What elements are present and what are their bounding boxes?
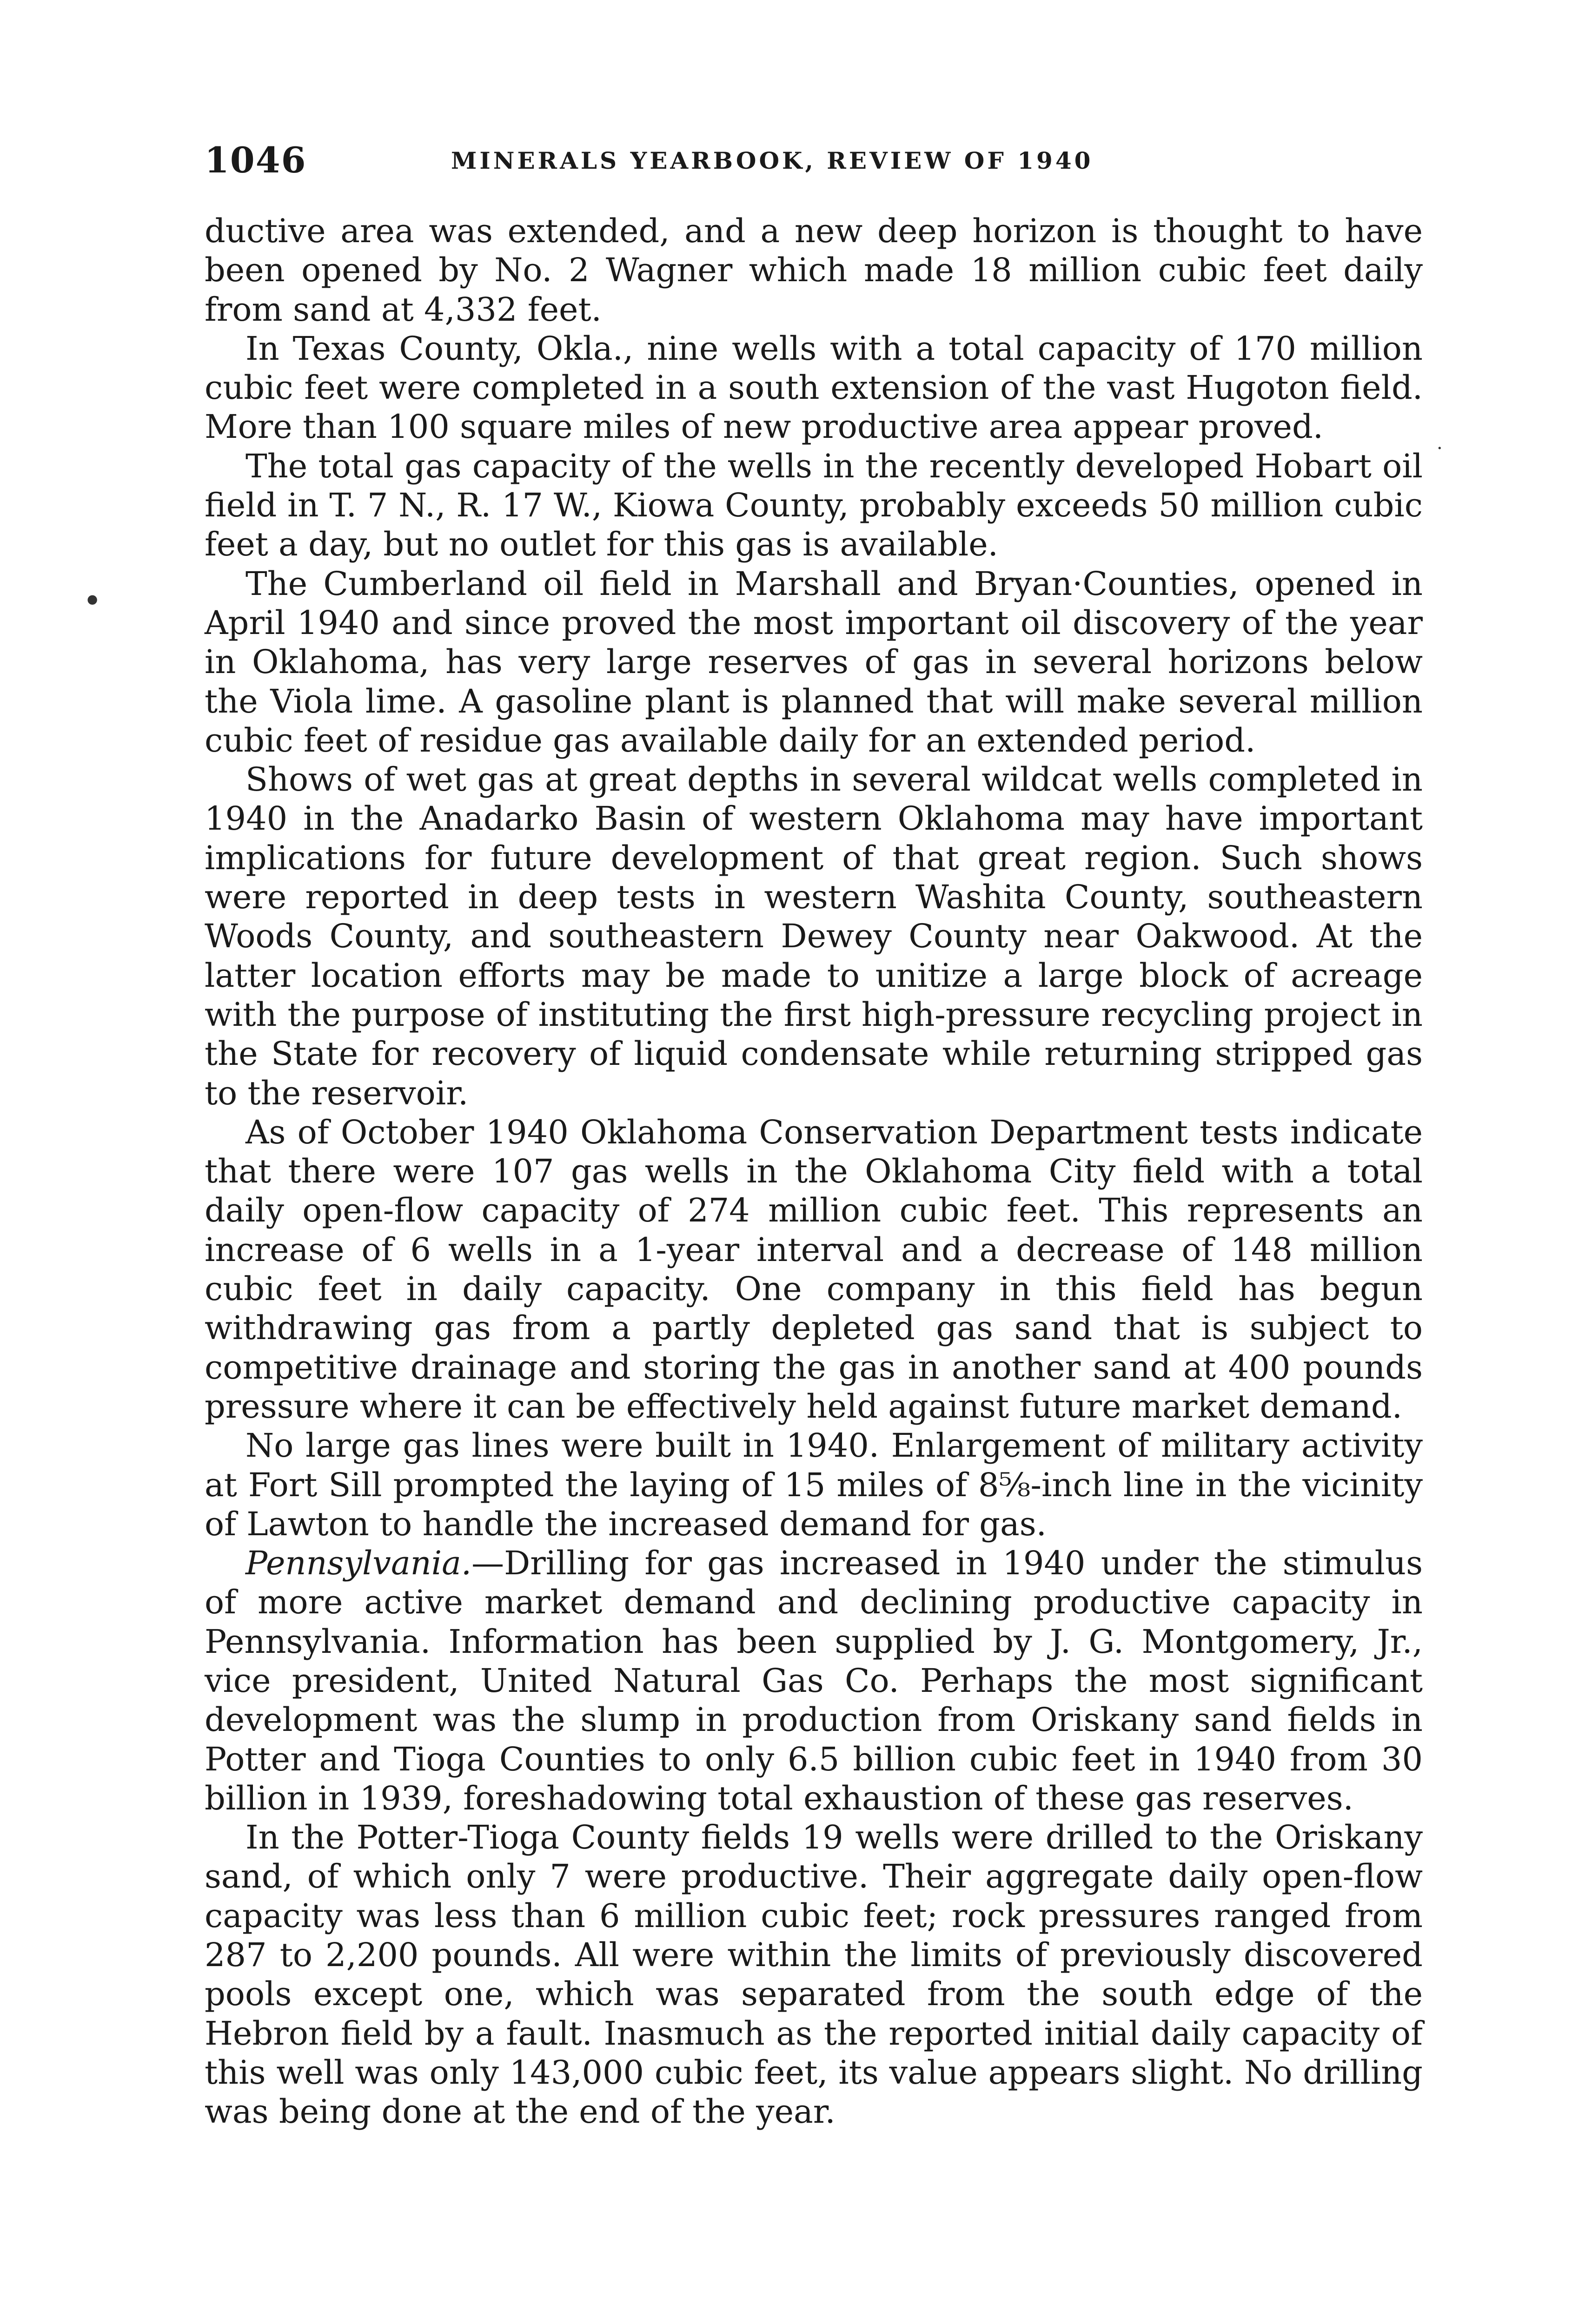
paragraph-text: No large gas lines were built in 1940. Enlargement of military activity at Fort Sill prompted the laying of 15 miles of 8⅝-inch line in the vicinity of Lawton to handle the increased demand for gas. [205,1426,1423,1543]
margin-dot-mark: • [83,582,102,620]
paragraph-text: Shows of wet gas at great depths in several wildcat wells completed in 1940 in the Anadarko Basin of western Oklahoma may have important implications for future development of that great region. Such shows were reported in deep tests in western Washita County, southeastern Woods County, and southeastern Dewey County near Oakwood. At the latter location efforts may be made to unitize a large block of acreage with the purpose of instituting the first high-pressure recycling project in the State for recovery of liquid condensate while returning stripped gas to the reservoir. [205,760,1423,1112]
paragraph-pennsylvania [205,1544,1423,1818]
running-title: MINERALS YEARBOOK, REVIEW OF 1940 [451,147,1094,174]
paragraph-text: The total gas capacity of the wells in the recently developed Hobart oil field in T. 7 N., R. 17 W., Kiowa County, probably exceeds 50 million cubic feet a day, but no outlet for this gas is available. [205,447,1423,564]
paragraph-potter-tioga [205,1818,1423,2131]
paragraph-oklahoma-city-field [205,1113,1423,1426]
body-text [205,211,1423,2132]
paragraph-cumberland-field [205,564,1423,760]
paragraph-texas-county [205,329,1423,447]
paragraph-text: —Drilling for gas increased in 1940 under the stimulus of more active market demand and declining productive capacity in Pennsylvania. Information has been supplied by J. G. Montgomery, Jr., vice president, United Natural Gas Co. Perhaps the most significant development was the slump in production from Oriskany sand fields in Potter and Tioga Counties to only 6.5 billion cubic feet in 1940 from 30 billion in 1939, foreshadowing total exhaustion of these gas reserves. [205,1544,1423,1817]
page-number: 1046 [205,139,307,181]
paragraph-text: In the Potter-Tioga County fields 19 wells were drilled to the Oriskany sand, of which only 7 were productive. Their aggregate daily open-flow capacity was less than 6 million cubic feet; rock pressures ranged from 287 to 2,200 pounds. All were within the limits of previously discovered pools except one, which was separated from the south edge of the Hebron field by a fault. Inasmuch as the reported initial daily capacity of this well was only 143,000 cubic feet, its value appears slight. No drilling was being done at the end of the year. [205,1818,1423,2131]
paragraph-anadarko-basin [205,760,1423,1113]
paragraph-gas-lines [205,1426,1423,1544]
margin-dot-mark: · [1437,438,1443,459]
paragraph-text: As of October 1940 Oklahoma Conservation Department tests indicate that there were 107 gas wells in the Oklahoma City field with a total daily open-flow capacity of 274 million cubic feet. This represents an increase of 6 wells in a 1-year interval and a decrease of 148 million cubic feet in daily capacity. One company in this field has begun withdrawing gas from a partly depleted gas sand that is subject to competitive drainage and storing the gas in another sand at 400 pounds pressure where it can be effectively held against future market demand. [205,1113,1423,1426]
state-heading: Pennsylvania. [245,1544,472,1583]
paragraph-hobart-field [205,447,1423,564]
paragraph-continued [205,211,1423,329]
paragraph-text: ductive area was extended, and a new deep horizon is thought to have been opened by No. 2 Wagner which made 18 million cubic feet daily from sand at 4,332 feet. [205,212,1423,329]
paragraph-text: The Cumberland oil field in Marshall and Bryan·Counties, opened in April 1940 and since proved the most important oil discovery of the year in Oklahoma, has very large reserves of gas in several horizons below the Viola lime. A gasoline plant is planned that will make several million cubic feet of residue gas available daily for an extended period. [205,564,1423,759]
page-header [205,139,1423,191]
paragraph-text: In Texas County, Okla., nine wells with a total capacity of 170 million cubic feet were completed in a south extension of the vast Hugoton field. More than 100 square miles of new productive area appear proved. [205,329,1423,446]
